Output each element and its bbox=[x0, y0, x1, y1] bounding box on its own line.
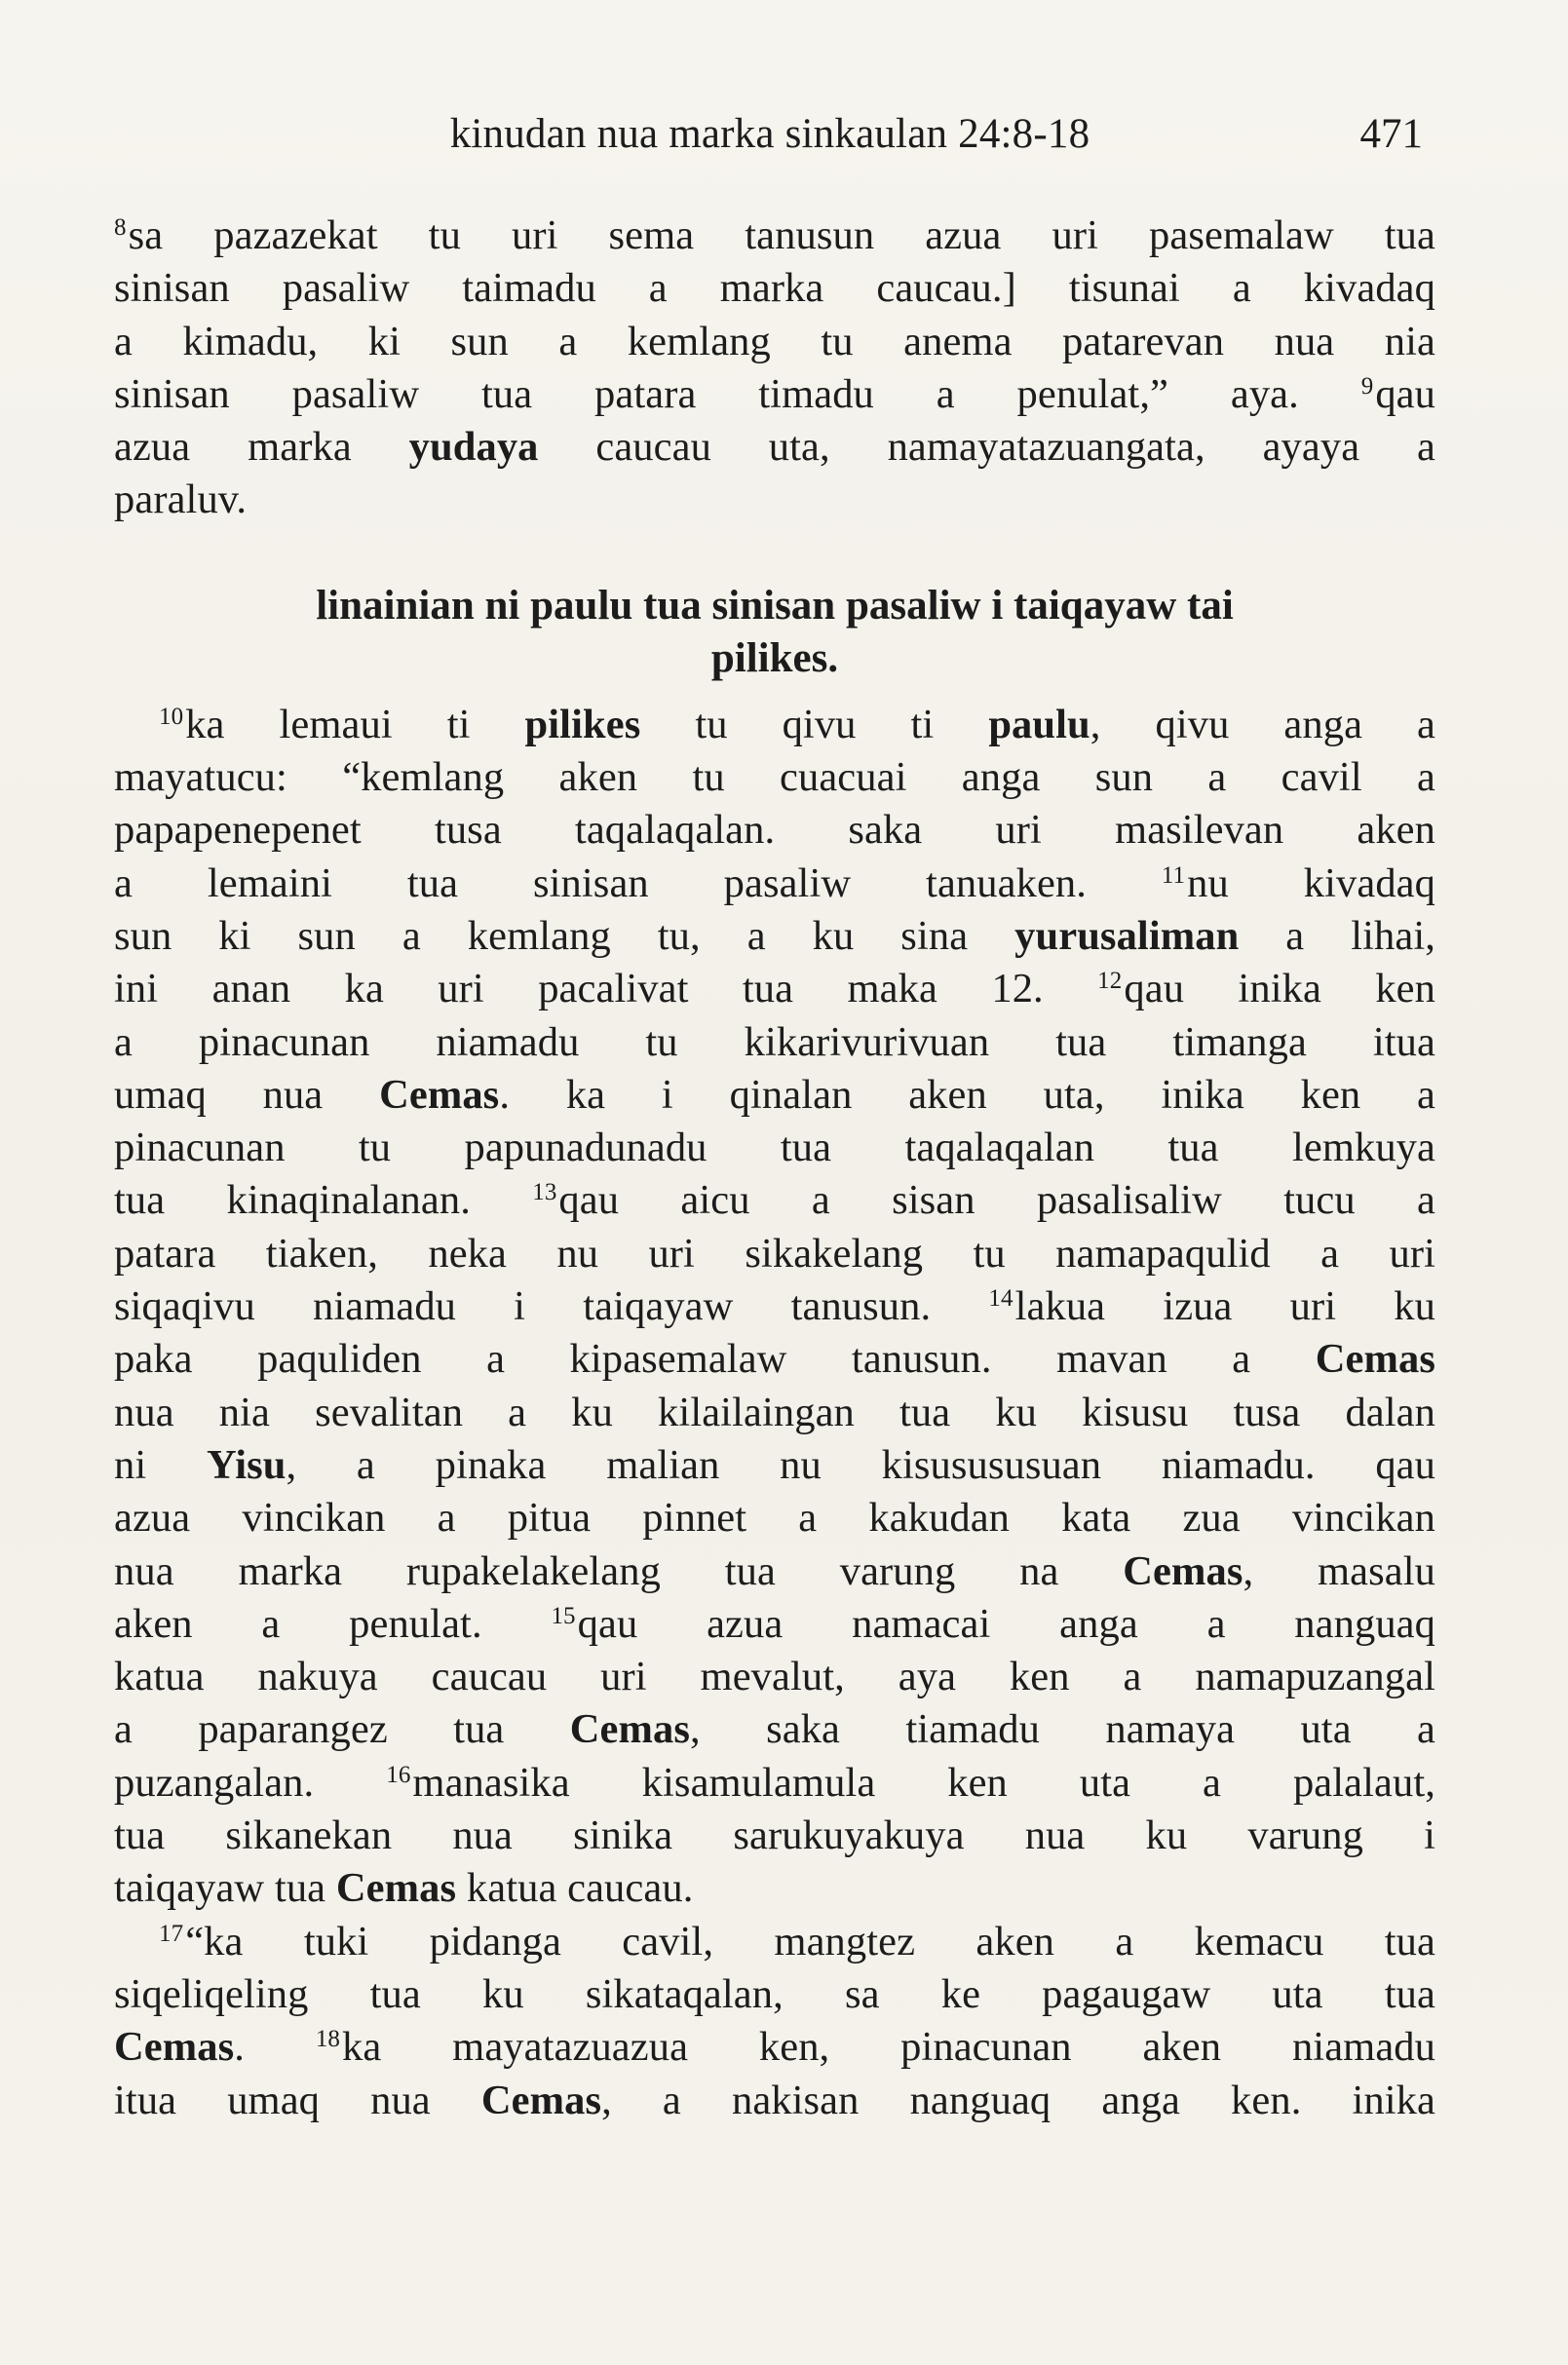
text-line: ini anan ka uri pacalivat tua maka 12. $^{12}$qau inika ken bbox=[114, 966, 1435, 1012]
verse-number: 15 bbox=[551, 1602, 576, 1629]
text-line: sinisan pasaliw taimadu a marka caucau.] tisunai a kivadaq bbox=[114, 265, 1435, 312]
text-line: tua kinaqinalanan. $^{13}$qau aicu a sisan pasalisaliw tucu a bbox=[114, 1177, 1435, 1224]
verse-number: 14 bbox=[988, 1285, 1013, 1313]
paragraph bbox=[114, 699, 1435, 1916]
text-line: paraluv. bbox=[114, 477, 248, 523]
page-header bbox=[117, 105, 1423, 164]
verse-number: 18 bbox=[315, 2026, 341, 2053]
verse-number: 11 bbox=[1161, 861, 1186, 889]
text-line: itua umaq nua Cemas, a nakisan nanguaq anga ken. inika bbox=[114, 2077, 1435, 2123]
verse-number: 17 bbox=[159, 1920, 184, 1947]
text-line: papapenepenet tusa taqalaqalan. saka uri masilevan aken bbox=[114, 807, 1435, 854]
verse-number: 12 bbox=[1097, 968, 1123, 995]
text-line: a lemaini tua sinisan pasaliw tanuaken. $^{11}$nu kivadaq bbox=[114, 859, 1435, 906]
section-heading-line: linainian ni paulu tua sinisan pasaliw i taiqayaw tai bbox=[316, 582, 1234, 629]
text-line: siqeliqeling tua ku sikataqalan, sa ke pagaugaw uta tua bbox=[114, 1970, 1435, 2017]
text-line: mayatucu: “kemlang aken tu cuacuai anga sun a cavil a bbox=[114, 754, 1435, 801]
running-title: kinudan nua marka sinkaulan 24:8-18 bbox=[449, 111, 1090, 157]
text-line: a kimadu, ki sun a kemlang tu anema patarevan nua nia bbox=[114, 318, 1435, 364]
page-number: 471 bbox=[1359, 111, 1423, 157]
text-line: Cemas. $^{18}$ka mayatazuazua ken, pinacunan aken niamadu bbox=[114, 2024, 1435, 2071]
text-line: azua vincikan a pitua pinnet a kakudan kata zua vincikan bbox=[114, 1495, 1435, 1542]
verse-number: 9 bbox=[1360, 372, 1374, 400]
verse-number: 10 bbox=[159, 703, 184, 730]
text-line: paka paquliden a kipasemalaw tanusun. mavan a Cemas bbox=[114, 1336, 1435, 1383]
text-line: nua marka rupakelakelang tua varung na Cemas, masalu bbox=[114, 1547, 1435, 1594]
text-line: sun ki sun a kemlang tu, a ku sina yurusaliman a lihai, bbox=[114, 912, 1435, 959]
paragraph bbox=[114, 1916, 1435, 2127]
verse-number: 8 bbox=[114, 214, 127, 241]
text-line: ni Yisu, a pinaka malian nu kisusususuan niamadu. qau bbox=[114, 1441, 1435, 1488]
text-line: umaq nua Cemas. ka i qinalan aken uta, inika ken a bbox=[114, 1071, 1436, 1118]
verse-number: 13 bbox=[532, 1179, 557, 1206]
text-line: $^{17}$“ka tuki pidanga cavil, mangtez aken a kemacu tua bbox=[159, 1918, 1435, 1964]
body-text bbox=[114, 210, 1435, 2127]
section-heading-line: pilikes. bbox=[710, 634, 839, 681]
text-line: a paparangez tua Cemas, saka tiamadu namaya uta a bbox=[114, 1706, 1435, 1753]
text-line: sinisan pasaliw tua patara timadu a penulat,” aya. $^9$qau bbox=[114, 370, 1435, 417]
text-line: tua sikanekan nua sinika sarukuyakuya nua ku varung i bbox=[114, 1812, 1435, 1859]
text-line: aken a penulat. $^{15}$qau azua namacai anga a nanguaq bbox=[114, 1600, 1435, 1647]
text-line: $^{10}$ka lemaui ti pilikes tu qivu ti paulu, qivu anga a bbox=[159, 701, 1435, 747]
section-heading bbox=[114, 580, 1435, 685]
text-line: taiqayaw tua Cemas katua caucau. bbox=[114, 1865, 694, 1912]
text-line: siqaqivu niamadu i taiqayaw tanusun. $^{14}$lakua izua uri ku bbox=[114, 1283, 1435, 1330]
text-line: katua nakuya caucau uri mevalut, aya ken a namapuzangal bbox=[114, 1654, 1435, 1700]
verse-number: 16 bbox=[386, 1761, 411, 1788]
text-line: $^8$sa pazazekat tu uri sema tanusun azua uri pasemalaw tua bbox=[114, 212, 1435, 258]
text-line: patara tiaken, neka nu uri sikakelang tu namapaqulid a uri bbox=[114, 1230, 1435, 1277]
text-line: a pinacunan niamadu tu kikarivurivuan tua timanga itua bbox=[114, 1018, 1435, 1065]
bold-term: yudaya bbox=[408, 424, 539, 471]
text-line: nua nia sevalitan a ku kilailaingan tua ku kisusu tusa dalan bbox=[114, 1389, 1435, 1435]
paragraph bbox=[114, 210, 1435, 527]
text-line: puzangalan. $^{16}$manasika kisamulamula ken uta a palalaut, bbox=[114, 1759, 1435, 1806]
text-line: azua marka yudaya caucau uta, namayatazuangata, ayaya a bbox=[114, 424, 1435, 471]
text-line: pinacunan tu papunadunadu tua taqalaqalan tua lemkuya bbox=[114, 1125, 1435, 1171]
